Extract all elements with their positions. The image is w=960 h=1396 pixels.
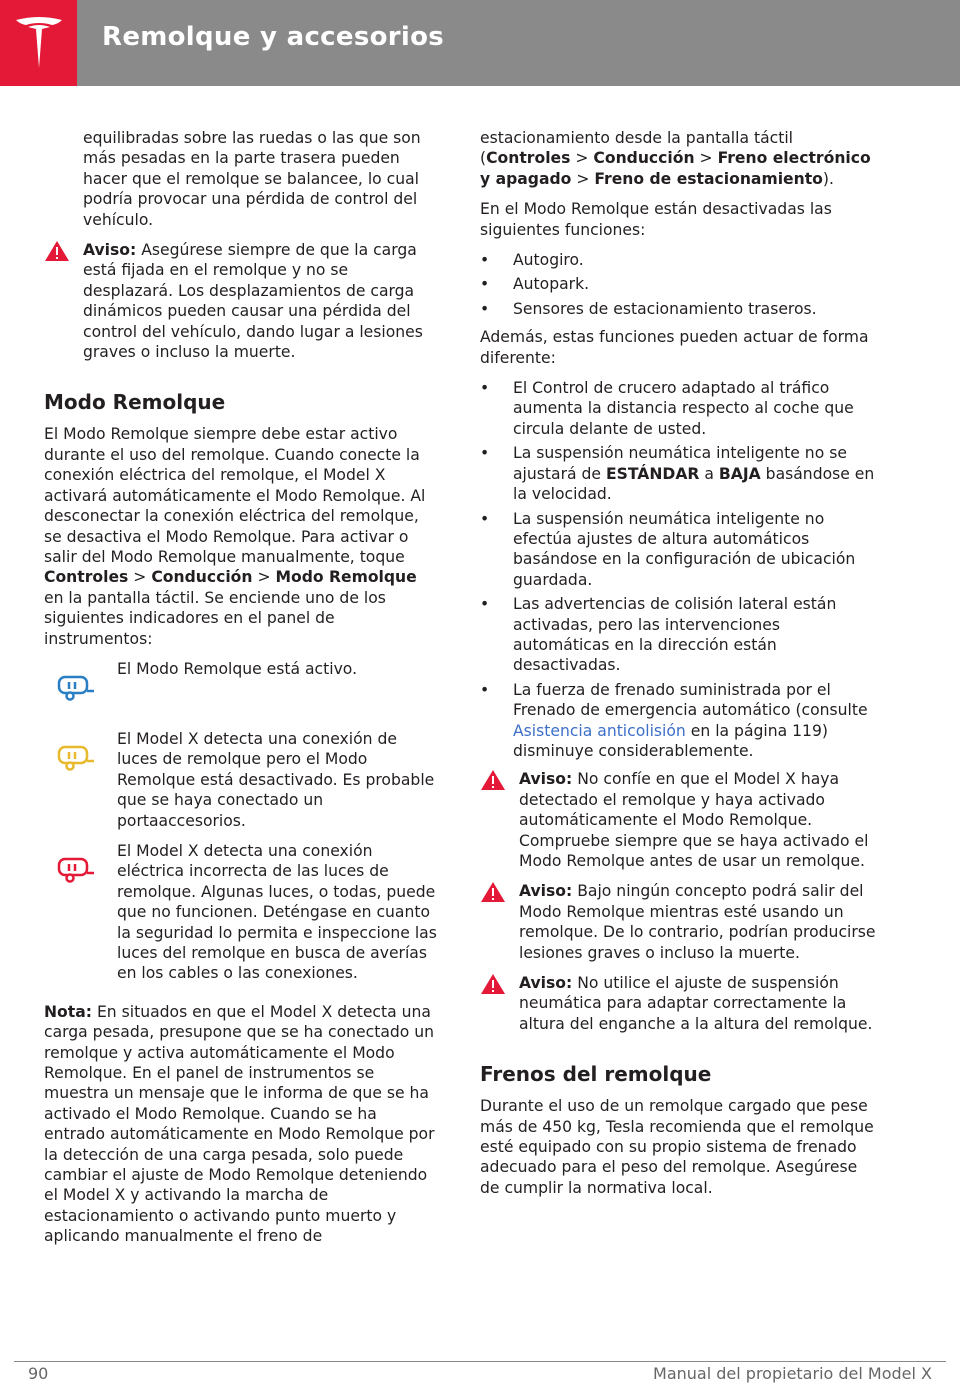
warning-block xyxy=(480,769,880,871)
indicator-text: El Modo Remolque está activo. xyxy=(117,659,358,678)
list-item: • La suspensión neumática inteligente no efectúa ajustes de altura automáticos basándose en la configuración de ubicación guardada. xyxy=(480,509,880,591)
warning-triangle-icon xyxy=(480,973,506,995)
list-item: • Sensores de estacionamiento traseros. xyxy=(480,299,880,319)
note-label: Nota: xyxy=(44,1002,92,1021)
warning-triangle-icon xyxy=(480,881,506,903)
warning-triangle-icon xyxy=(44,240,70,262)
indicator-row xyxy=(44,841,440,984)
disabled-intro: En el Modo Remolque están desactivadas las siguientes funciones: xyxy=(480,200,832,239)
warning-label: Aviso: xyxy=(83,241,137,260)
indicator-row xyxy=(44,729,440,831)
frenos-paragraph: Durante el uso de un remolque cargado que pese más de 450 kg, Tesla recomienda que el remolque esté equipado con su propio sistema de frenado adecuado para el peso del remolque. Asegúrese de cumplir la normativa local. xyxy=(480,1097,874,1197)
warning-text: Asegúrese siempre de que la carga está fijada en el remolque y no se desplazará. Los desplazamientos de carga dinámicos pueden causar una pérdida del control del vehículo, dando lugar a lesiones graves o incluso la muerte. xyxy=(83,241,423,362)
warning-label: Aviso: xyxy=(519,882,573,901)
footer-divider xyxy=(14,1361,946,1362)
list-item: • La fuerza de frenado suministrada por el Frenado de emergencia automático (consulte Asistencia anticolisión en la página 119) disminuye considerablemente. xyxy=(480,680,880,762)
trailer-red-icon xyxy=(56,855,96,885)
warning-triangle-icon xyxy=(480,769,506,791)
warning-label: Aviso: xyxy=(519,974,573,993)
trailer-blue-icon xyxy=(56,673,96,703)
warning-text: No confíe en que el Model X haya detectado el remolque y haya activado automáticamente el Modo Remolque. Compruebe siempre que se haya activado el Modo Remolque antes de usar un remolque. xyxy=(519,770,869,870)
warning-text: No utilice el ajuste de suspensión neumática para adaptar correctamente la altura del enganche a la altura del remolque. xyxy=(519,974,873,1033)
note-paragraph: Nota: En situados en que el Model X detecta una carga pesada, presupone que se ha conectado un remolque y activa automáticamente el Modo Remolque. En el panel de instrumentos se muestra un mensaje que le informa de que se ha activado el Modo Remolque. Cuando se ha entrado automáticamente en Modo Remolque por la detección de una carga pesada, solo puede cambiar el ajuste de Modo Remolque deteniendo el Model X y activando la marcha de estacionamiento o activando punto muerto y aplicando manualmente el freno de xyxy=(44,1002,435,1246)
indicator-text: El Model X detecta una conexión eléctrica incorrecta de las luces de remolque. Algunas luces, o todas, puede que no funcionen. Deténgase en cuanto la seguridad lo permita e inspeccione las luces del remolque en busca de averías en los cables o las conexiones. xyxy=(117,841,437,983)
left-column xyxy=(44,128,440,1257)
indicator-row xyxy=(44,659,440,719)
section-heading-frenos: Frenos del remolque xyxy=(480,1062,712,1087)
footer-title: Manual del propietario del Model X xyxy=(653,1364,932,1383)
list-item: • Autogiro. xyxy=(480,250,880,270)
modo-remolque-paragraph: El Modo Remolque siempre debe estar activo durante el uso del remolque. Cuando conecte la conexión eléctrica del remolque, el Model X activará automáticamente el Modo Remolque. Al desconectar la conexión eléctrica del remolque, se desactiva el Modo Remolque. Para activar o salir del Modo Remolque manualmente, toque Controles > Conducción > Modo Remolque en la pantalla táctil. Se enciende uno de los siguientes indicadores en el panel de instrumentos: xyxy=(44,425,426,648)
page-number: 90 xyxy=(28,1364,49,1383)
different-intro: Además, estas funciones pueden actuar de forma diferente: xyxy=(480,328,869,367)
warning-label: Aviso: xyxy=(519,770,573,789)
page-title: Remolque y accesorios xyxy=(102,22,445,52)
section-heading-modo-remolque: Modo Remolque xyxy=(44,390,226,415)
list-item: • Autopark. xyxy=(480,274,880,294)
warning-block xyxy=(44,240,440,362)
intro-paragraph: equilibradas sobre las ruedas o las que son más pesadas en la parte trasera pueden hacer que el remolque se balancee, lo cual podría provocar una pérdida de control del vehículo. xyxy=(83,129,421,229)
page-header xyxy=(0,0,960,86)
tesla-logo-icon xyxy=(14,16,64,70)
indicator-text: El Model X detecta una conexión de luces de remolque pero el Modo Remolque está desactivado. Es probable que se haya conectado un portaaccesorios. xyxy=(117,729,435,830)
list-item: • Las advertencias de colisión lateral están activadas, pero las intervenciones automáticas en la dirección están desactivadas. xyxy=(480,594,880,676)
warning-text: Bajo ningún concepto podrá salir del Modo Remolque mientras esté usando un remolque. De lo contrario, podrían producirse lesiones graves o incluso la muerte. xyxy=(519,882,876,962)
tesla-logo xyxy=(0,0,77,86)
disabled-list xyxy=(480,250,880,319)
parking-brake-paragraph: estacionamiento desde la pantalla táctil (Controles > Conducción > Freno electrónico y apagado > Freno de estacionamiento). xyxy=(480,129,871,188)
different-list xyxy=(480,378,880,761)
trailer-yellow-icon xyxy=(56,743,96,773)
list-item: • La suspensión neumática inteligente no se ajustará de ESTÁNDAR a BAJA basándose en la velocidad. xyxy=(480,443,880,504)
right-column xyxy=(480,128,880,1208)
warning-block xyxy=(480,973,880,1034)
list-item: • El Control de crucero adaptado al tráfico aumenta la distancia respecto al coche que circula delante de usted. xyxy=(480,378,880,439)
asistencia-anticolision-link[interactable]: Asistencia anticolisión xyxy=(513,721,686,740)
warning-block xyxy=(480,881,880,963)
